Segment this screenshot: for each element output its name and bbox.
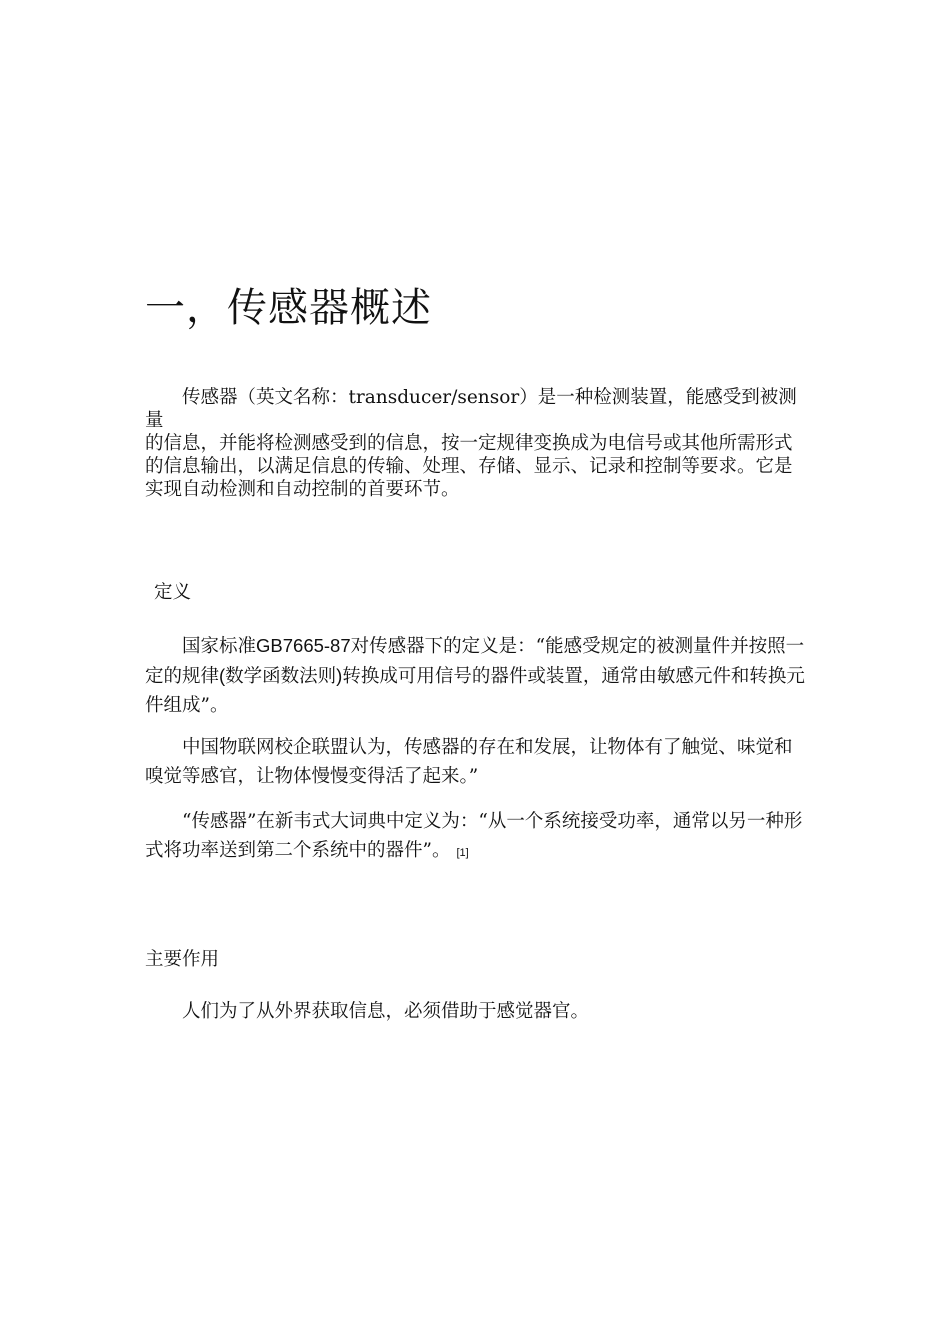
definition-paragraph-2: 中国物联网校企联盟认为，传感器的存在和发展，让物体有了触觉、味觉和嗅觉等感官，让物体慢慢变得活了起来。”	[145, 737, 793, 787]
intro-paragraph	[145, 386, 810, 501]
definition-p1-after: 对传感器下的定义是：“能感受规定的被测量件并按照一定的规律	[145, 636, 805, 687]
section-heading-main-role: 主要作用	[145, 949, 220, 970]
reference-link[interactable]: [1]	[456, 847, 469, 859]
standard-code: GB7665-87	[256, 635, 351, 656]
intro-first-line: 传感器（英文名称：transducer/sensor）是一种检测装置，能感受到被测量	[145, 387, 797, 431]
definition-p1-paren: (数学函数法则)	[219, 665, 343, 686]
intro-rest: 的信息，并能将检测感受到的信息，按一定规律变换成为电信号或其他所需形式的信息输出，以满足信息的传输、处理、存储、显示、记录和控制等要求。它是实现自动检测和自动控制的首要环节。	[145, 433, 793, 500]
definition-paragraph-1	[145, 631, 810, 720]
main-role-paragraph: 人们为了从外界获取信息，必须借助于感觉器官。	[182, 1001, 590, 1022]
definition-p3-text: “传感器”在新韦式大词典中定义为：“从一个系统接受功率，通常以另一种形式将功率送到第二个系统中的器件”。	[145, 811, 803, 861]
section-heading-definition: 定义	[154, 582, 192, 603]
definition-p1-before: 国家标准	[182, 636, 257, 657]
page-title: 一，传感器概述	[145, 285, 432, 331]
definition-paragraph-3	[145, 807, 810, 868]
definition-p1-end: 转换成可用信号的器件或装置，通常由敏感元件和转换元件组成”。	[145, 666, 805, 716]
